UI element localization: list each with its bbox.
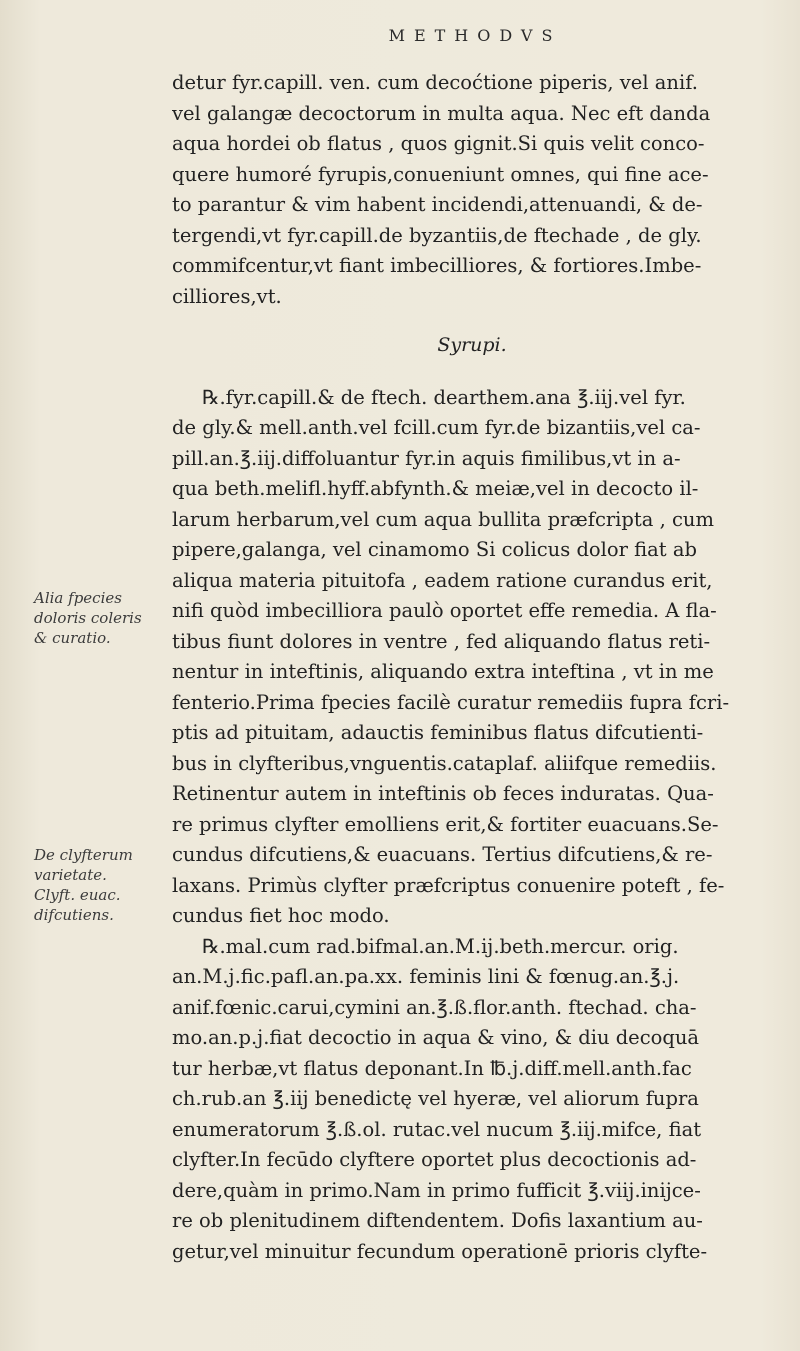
paragraph-3-cont xyxy=(172,962,772,1267)
text-line: tergendi,vt fyr.capill.de byzantiis,de ftechade , de gly. xyxy=(172,223,702,247)
margin-note-line: Alia fpecies xyxy=(34,589,122,607)
text-line: pill.an.℥.iij.diffoluantur fyr.in aquis fimilibus,vt in a- xyxy=(172,446,681,470)
section-heading: Syrupi. xyxy=(437,334,507,356)
text-line: clyfter.In fecūdo clyftere oportet plus decoctionis ad- xyxy=(172,1148,697,1171)
paragraph-3 xyxy=(172,932,772,963)
text-line: re ob plenitudinem diftendentem. Dofis laxantium au- xyxy=(172,1209,703,1232)
margin-note-line: & curatio. xyxy=(34,629,111,647)
main-text xyxy=(172,68,772,1267)
text-line: ptis ad pituitam, adauctis feminibus flatus difcutienti- xyxy=(172,721,704,744)
text-line: re primus clyfter emolliens erit,& fortiter euacuans.Se- xyxy=(172,812,719,836)
text-line: nifi quòd imbecilliora paulò oportet effe remedia. A fla- xyxy=(172,599,717,622)
text-line: dere,quàm in primo.Nam in primo fufficit ℥.viij.inijce- xyxy=(172,1178,701,1202)
text-line: cundus difcutiens,& euacuans. Tertius difcutiens,& re- xyxy=(172,843,713,866)
margin-note-line: difcutiens. xyxy=(34,906,114,924)
text-line: enumeratorum ℥.ß.ol. rutac.vel nucum ℥.iij.mifce, fiat xyxy=(172,1117,702,1141)
text-line: anif.fœnic.carui,cymini an.℥.ß.flor.anth. ftechad. cha- xyxy=(172,995,697,1019)
text-line: mo.an.p.j.fiat decoctio in aqua & vino, & diu decoquā xyxy=(172,1026,700,1049)
text-line: aliqua materia pituitofa , eadem ratione curandus erit, xyxy=(172,568,713,592)
margin-note-line: Clyft. euac. xyxy=(34,886,121,904)
paragraph-1 xyxy=(172,68,772,312)
text-line: Retinentur autem in inteftinis ob feces induratas. Qua- xyxy=(172,782,714,805)
text-line: aqua hordei ob flatus , quos gignit.Si quis velit conco- xyxy=(172,132,705,155)
margin-note-line: varietate. xyxy=(34,866,107,884)
text-line: bus in clyfteribus,vnguentis.cataplaf. aliifque remediis. xyxy=(172,751,717,775)
margin-note-line: De clyfterum xyxy=(34,846,133,864)
text-line: detur fyr.capill. ven. cum decoćtione piperis, vel anif. xyxy=(172,71,698,94)
margin-note-alia-species xyxy=(34,588,166,648)
text-line: tibus fiunt dolores in ventre , fed aliquando flatus reti- xyxy=(172,629,711,653)
text-line: qua beth.melifl.hyff.abfynth.& meiæ,vel in decocto il- xyxy=(172,477,699,500)
text-line: laxans. Primùs clyfter præfcriptus conuenire poteft , fe- xyxy=(172,873,725,897)
paragraph-2-cont xyxy=(172,413,772,932)
text-line: ℞.mal.cum rad.bifmal.an.M.ij.beth.mercur. orig. xyxy=(202,934,679,958)
text-line: getur,vel minuitur fecundum operationē prioris clyfte- xyxy=(172,1239,708,1263)
text-line: tur herbæ,vt flatus deponant.In ℔.j.diff.mell.anth.fac xyxy=(172,1056,692,1080)
text-line: pipere,galanga, vel cinamomo Si colicus dolor fiat ab xyxy=(172,538,697,561)
text-line: commifcentur,vt fiant imbecilliores, & fortiores.Imbe- xyxy=(172,254,702,277)
margin-note-clysterum xyxy=(34,845,166,925)
text-line: to parantur & vim habent incidendi,attenuandi, & de- xyxy=(172,193,703,216)
text-line: de gly.& mell.anth.vel fcill.cum fyr.de bizantiis,vel ca- xyxy=(172,416,701,439)
text-line: vel galangæ decoctorum in multa aqua. Nec eft danda xyxy=(172,101,711,125)
paragraph-2 xyxy=(172,383,772,414)
text-line: fenterio.Prima fpecies facilè curatur remediis fupra fcri- xyxy=(172,690,730,714)
text-line: ℞.fyr.capill.& de ftech. dearthem.ana ℥.iij.vel fyr. xyxy=(202,385,686,409)
text-line: nentur in inteftinis, aliquando extra inteftina , vt in me xyxy=(172,660,714,683)
text-line: ch.rub.an ℥.iij benedictę vel hyeræ, vel aliorum fupra xyxy=(172,1087,699,1110)
text-line: larum herbarum,vel cum aqua bullita præfcripta , cum xyxy=(172,507,714,531)
margin-note-line: doloris coleris xyxy=(34,609,142,627)
text-line: an.M.j.fic.pafl.an.pa.xx. feminis lini & fœnug.an.℥.j. xyxy=(172,965,680,988)
running-title: METHODVS xyxy=(388,26,562,45)
text-line: cundus fiet hoc modo. xyxy=(172,904,390,927)
text-line: quere humoré fyrupis,conueniunt omnes, qui fine ace- xyxy=(172,162,709,186)
text-line: cilliores,vt. xyxy=(172,284,282,308)
